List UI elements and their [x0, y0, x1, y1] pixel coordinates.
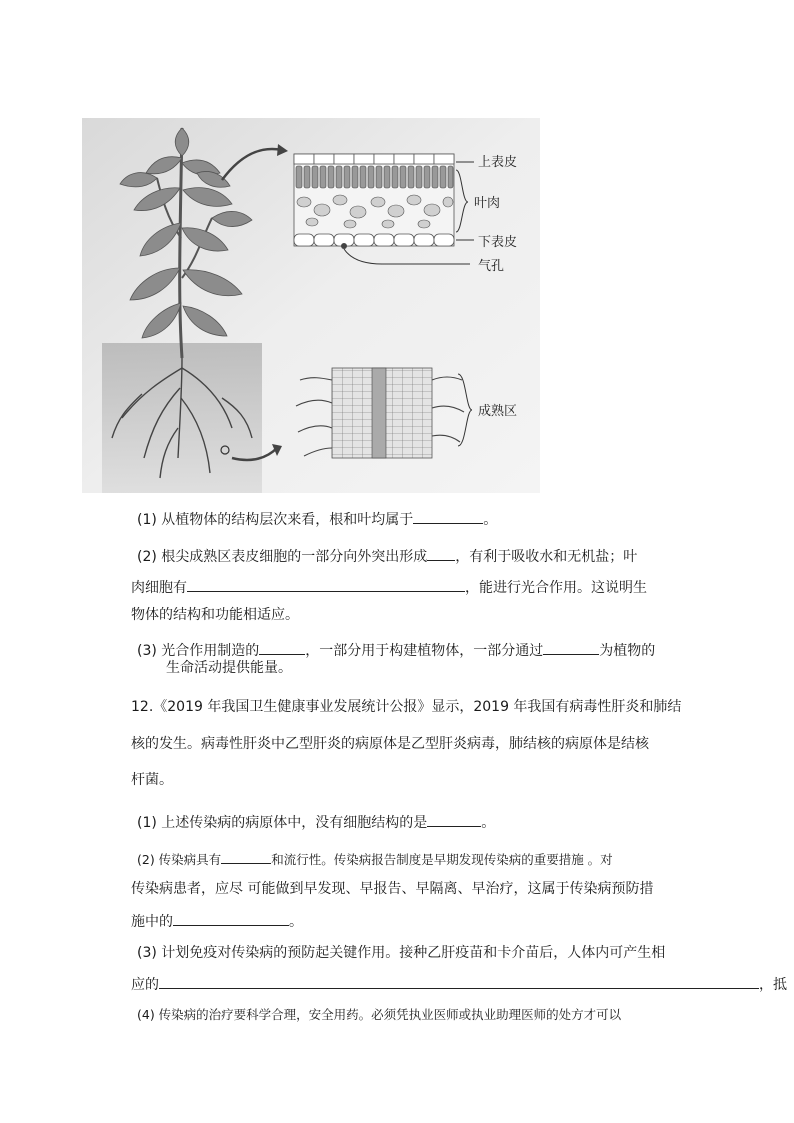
- plant-structure-figure: [82, 118, 540, 493]
- q11-part1-text: (1) 从植物体的结构层次来看，根和叶均属于: [137, 512, 414, 528]
- label-stoma: 气孔: [478, 259, 505, 274]
- answer-blank[interactable]: [259, 640, 305, 655]
- answer-blank[interactable]: [413, 509, 483, 524]
- q11-part3-line2: 生命活动提供能量。: [166, 660, 292, 676]
- answer-blank[interactable]: [427, 812, 481, 827]
- q12-part4-line1: (4) 传染病的治疗要科学合理，安全用药。必须凭执业医师或执业助理医师的处方才可以: [137, 1007, 622, 1022]
- q11-part2-line3: 物体的结构和功能相适应。: [131, 607, 299, 623]
- q12-part2-line2: 传染病患者，应尽 可能做到早发现、早报告、早隔离、早治疗，这属于传染病预防措: [131, 881, 654, 897]
- label-mature-zone: 成熟区: [478, 404, 518, 419]
- answer-blank[interactable]: [159, 974, 759, 989]
- q12-intro-line3: 杆菌。: [131, 772, 173, 788]
- q12-intro-line2: 核的发生。病毒性肝炎中乙型肝炎的病原体是乙型肝炎病毒，肺结核的病原体是结核: [131, 736, 649, 752]
- q12-part3-line2: 应的 ，抵: [131, 974, 787, 994]
- label-mesophyll: 叶肉: [474, 196, 501, 211]
- q12-intro-line1: 12.《2019 年我国卫生健康事业发展统计公报》显示，2019 年我国有病毒性肝炎和肺结: [131, 699, 682, 715]
- q11-part3-line1: (3) 光合作用制造的 ，一部分用于构建植物体，一部分通过 为植物的: [137, 640, 655, 660]
- answer-blank[interactable]: [543, 640, 599, 655]
- answer-blank[interactable]: [427, 546, 455, 561]
- answer-blank[interactable]: [221, 849, 271, 864]
- answer-blank[interactable]: [187, 577, 465, 592]
- q12-part2-line1: (2) 传染病具有 和流行性。传染病报告制度是早期发现传染病的重要措施 。对: [137, 849, 613, 869]
- q12-part2-line3: 施中的 。: [131, 911, 303, 931]
- label-lower-epidermis: 下表皮: [478, 235, 518, 250]
- plant-illustration: [82, 118, 540, 493]
- label-upper-epidermis: 上表皮: [478, 155, 518, 170]
- q12-part1: (1) 上述传染病的病原体中，没有细胞结构的是 。: [137, 812, 495, 832]
- q11-part2-line2: 肉细胞有 ，能进行光合作用。这说明生: [131, 577, 647, 597]
- q12-part3-line1: (3) 计划免疫对传染病的预防起关键作用。接种乙肝疫苗和卡介苗后，人体内可产生相: [137, 945, 666, 961]
- q11-part1: (1) 从植物体的结构层次来看，根和叶均属于 。: [137, 509, 497, 529]
- q11-part2-line1: (2) 根尖成熟区表皮细胞的一部分向外突出形成 ，有利于吸收水和无机盐；叶: [137, 546, 637, 566]
- answer-blank[interactable]: [173, 911, 289, 926]
